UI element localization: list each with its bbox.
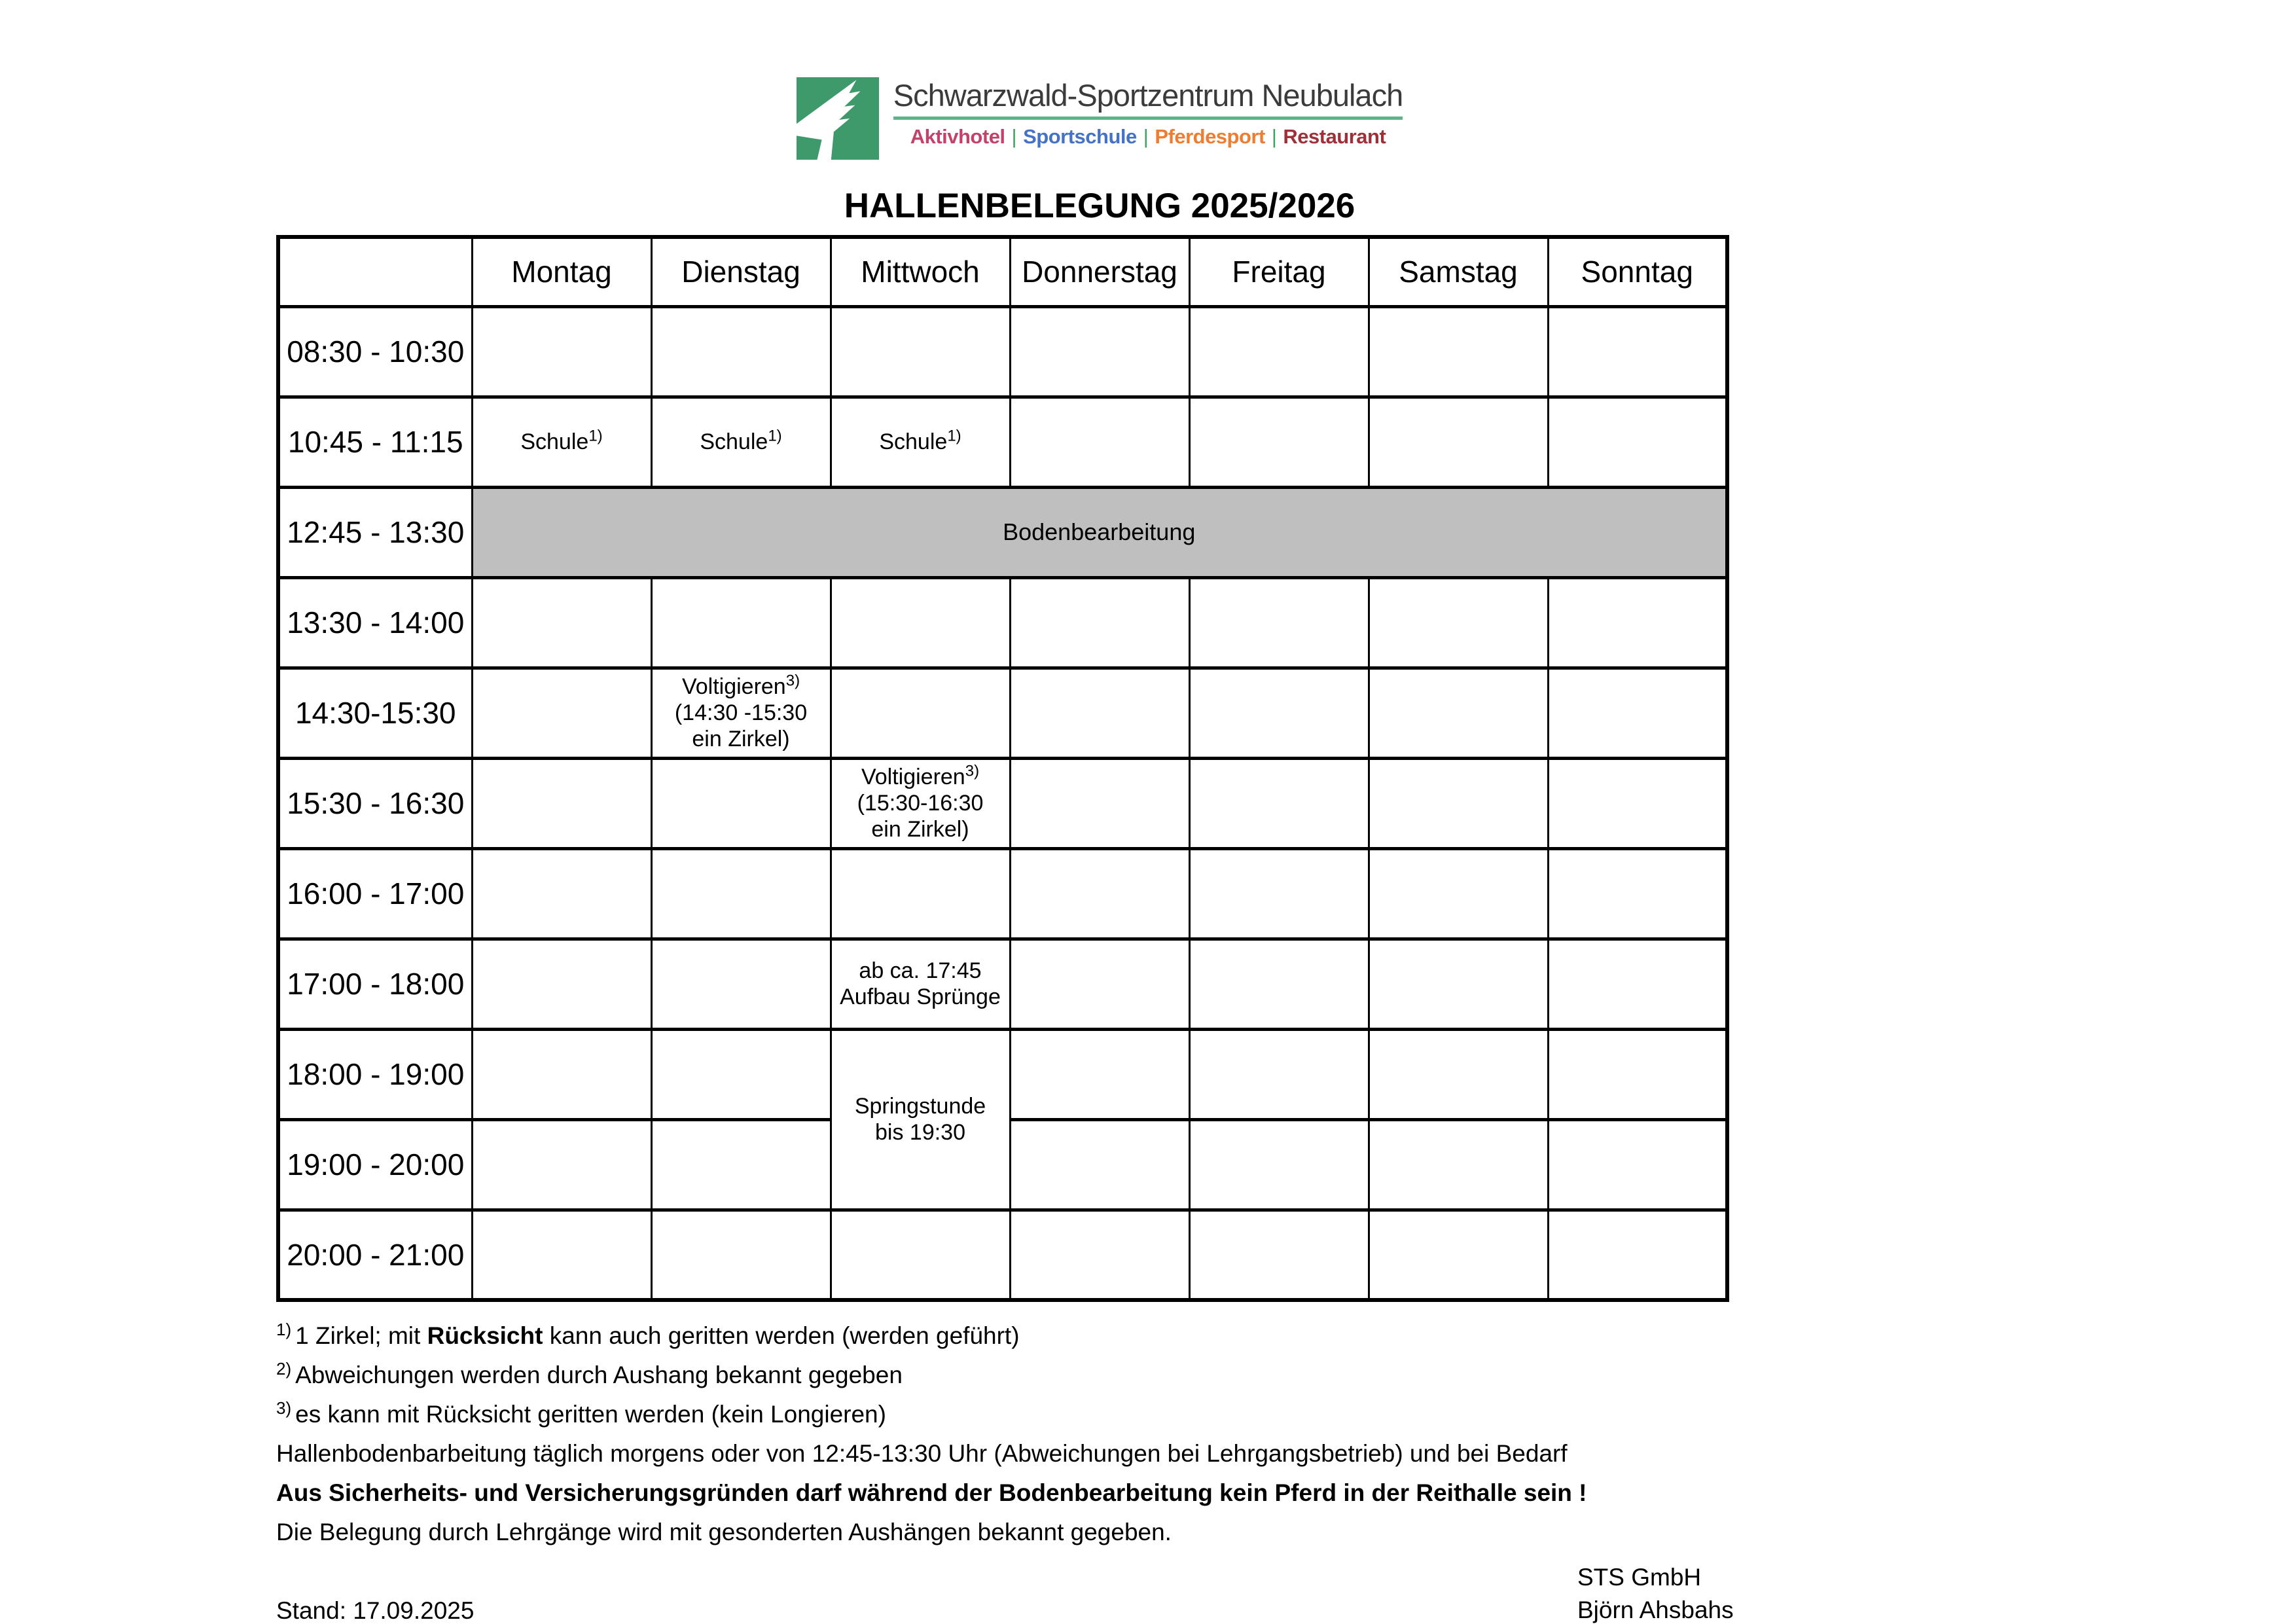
schedule-cell [1010, 1029, 1189, 1119]
schedule-cell [1369, 758, 1548, 848]
schedule-cell [472, 848, 651, 939]
row-1430 [278, 668, 1727, 758]
signature-block [1577, 1561, 1734, 1624]
schedule-cell-voltigieren-dienstag: Voltigieren$^{3)}$ (14:30 -15:30 ein Zirkel) [651, 668, 831, 758]
footnote-2: $^{2)}$ Abweichungen werden durch Aushang bekannt gegeben [276, 1358, 903, 1388]
row-2000 [278, 1210, 1727, 1300]
schedule-cell [1548, 848, 1727, 939]
schedule-cell [831, 848, 1010, 939]
logo-subtitle-restaurant: Restaurant [1283, 125, 1386, 148]
schedule-cell [1548, 668, 1727, 758]
schedule-cell [831, 577, 1010, 668]
schedule-cell [1010, 577, 1189, 668]
schedule-cell [831, 668, 1010, 758]
schedule-cell [472, 1210, 651, 1300]
schedule-cell [1548, 397, 1727, 487]
day-header-dienstag: Dienstag [651, 237, 831, 306]
schedule-cell [1189, 1029, 1369, 1119]
schedule-cell [1010, 668, 1189, 758]
time-label: 20:00 - 21:00 [278, 1210, 472, 1300]
logo-subtitle-sportschule: Sportschule [1023, 125, 1137, 148]
stand-date: Stand: 17.09.2025 [276, 1597, 475, 1624]
logo-underline [893, 117, 1403, 120]
schedule-cell [651, 1029, 831, 1119]
schedule-cell [1548, 939, 1727, 1029]
day-header-freitag: Freitag [1189, 237, 1369, 306]
schedule-cell [651, 848, 831, 939]
day-header-sonntag: Sonntag [1548, 237, 1727, 306]
schedule-cell [651, 758, 831, 848]
schedule-cell [1369, 577, 1548, 668]
schedule-cell [1189, 397, 1369, 487]
header-row [278, 237, 1727, 306]
footnote-1: $^{1)}$ 1 Zirkel; mit Rücksicht kann auch geritten werden (werden geführt) [276, 1319, 1020, 1349]
person-name: Björn Ahsbahs [1577, 1597, 1734, 1623]
schedule-cell [1189, 306, 1369, 397]
schedule-cell-voltigieren-mittwoch: Voltigieren$^{3)}$ (15:30-16:30 ein Zirkel) [831, 758, 1010, 848]
logo-separator: | [1011, 125, 1017, 148]
schedule-cell [1189, 758, 1369, 848]
legend [276, 1316, 1729, 1552]
schedule-cell [1369, 668, 1548, 758]
schedule-cell [1369, 1210, 1548, 1300]
schedule-cell [1189, 668, 1369, 758]
schedule-cell [1369, 939, 1548, 1029]
schedule-cell [1548, 758, 1727, 848]
row-1245 [278, 487, 1727, 577]
time-label: 08:30 - 10:30 [278, 306, 472, 397]
schedule-table [276, 235, 1729, 1302]
row-1045 [278, 397, 1727, 487]
schedule-cell [1369, 848, 1548, 939]
logo-subtitle [893, 125, 1403, 149]
row-1800 [278, 1029, 1727, 1119]
time-label: 17:00 - 18:00 [278, 939, 472, 1029]
schedule-cell [1369, 306, 1548, 397]
schedule-cell [651, 306, 831, 397]
schedule-cell [1189, 1119, 1369, 1210]
schedule-cell [1548, 1119, 1727, 1210]
logo [276, 77, 1729, 160]
schedule-cell-aufbau-spruenge: ab ca. 17:45 Aufbau Sprünge [831, 939, 1010, 1029]
time-label: 13:30 - 14:00 [278, 577, 472, 668]
schedule-cell [1010, 397, 1189, 487]
time-label: 14:30-15:30 [278, 668, 472, 758]
logo-separator: | [1271, 125, 1277, 148]
schedule-cell [1189, 939, 1369, 1029]
logo-subtitle-pferdesport: Pferdesport [1155, 125, 1265, 148]
schedule-cell [1189, 1210, 1369, 1300]
schedule-cell [1010, 1119, 1189, 1210]
company-name: STS GmbH [1577, 1564, 1702, 1591]
schedule-cell [651, 1119, 831, 1210]
schedule-cell [472, 939, 651, 1029]
footer [276, 1561, 1734, 1624]
schedule-cell-springstunde: Springstunde bis 19:30 [831, 1029, 1010, 1210]
schedule-cell [472, 577, 651, 668]
schedule-cell-bodenbearbeitung: Bodenbearbeitung [472, 487, 1727, 577]
row-1330 [278, 577, 1727, 668]
time-label: 10:45 - 11:15 [278, 397, 472, 487]
schedule-cell [1548, 1210, 1727, 1300]
day-header-donnerstag: Donnerstag [1010, 237, 1189, 306]
logo-text [893, 77, 1403, 149]
schedule-cell [1189, 577, 1369, 668]
note-bodenbearbeitung-times: Hallenbodenbarbeitung täglich morgens oder von 12:45-13:30 Uhr (Abweichungen bei Lehrgangsbetrieb) und bei Bedarf [276, 1440, 1568, 1467]
logo-separator: | [1143, 125, 1149, 148]
time-label: 15:30 - 16:30 [278, 758, 472, 848]
schedule-cell [472, 668, 651, 758]
corner-cell [278, 237, 472, 306]
schedule-cell [1010, 758, 1189, 848]
schedule-cell [651, 939, 831, 1029]
schedule-cell [1548, 306, 1727, 397]
schedule-cell-schule-dienstag: Schule$^{1)}$ [651, 397, 831, 487]
fir-tree-logo-icon [797, 77, 879, 160]
row-1600 [278, 848, 1727, 939]
day-header-mittwoch: Mittwoch [831, 237, 1010, 306]
logo-subtitle-aktivhotel: Aktivhotel [910, 125, 1005, 148]
schedule-cell [1548, 1029, 1727, 1119]
time-label: 19:00 - 20:00 [278, 1119, 472, 1210]
schedule-cell [831, 306, 1010, 397]
schedule-cell [472, 1029, 651, 1119]
schedule-cell [1010, 1210, 1189, 1300]
schedule-cell [651, 577, 831, 668]
schedule-cell [472, 758, 651, 848]
logo-title: Schwarzwald-Sportzentrum Neubulach [893, 78, 1403, 113]
note-safety-warning: Aus Sicherheits- und Versicherungsgründen darf während der Bodenbearbeitung kein Pferd in der Reithalle sein ! [276, 1479, 1587, 1506]
schedule-cell [472, 1119, 651, 1210]
schedule-cell [472, 306, 651, 397]
schedule-cell [1010, 306, 1189, 397]
schedule-cell-schule-montag: Schule$^{1)}$ [472, 397, 651, 487]
page-title: HALLENBELEGUNG 2025/2026 [844, 187, 1355, 225]
schedule-cell [1010, 939, 1189, 1029]
schedule-cell [1369, 397, 1548, 487]
schedule-cell [831, 1210, 1010, 1300]
time-label: 18:00 - 19:00 [278, 1029, 472, 1119]
schedule-cell [1548, 577, 1727, 668]
time-label: 16:00 - 17:00 [278, 848, 472, 939]
row-0830 [278, 306, 1727, 397]
schedule-cell [1189, 848, 1369, 939]
row-1700 [278, 939, 1727, 1029]
schedule-cell [651, 1210, 831, 1300]
time-label: 12:45 - 13:30 [278, 487, 472, 577]
schedule-cell [1369, 1029, 1548, 1119]
note-lehrgaenge: Die Belegung durch Lehrgänge wird mit gesonderten Aushängen bekannt gegeben. [276, 1519, 1172, 1545]
schedule-cell-schule-mittwoch: Schule$^{1)}$ [831, 397, 1010, 487]
footnote-3: $^{3)}$ es kann mit Rücksicht geritten werden (kein Longieren) [276, 1398, 886, 1428]
day-header-samstag: Samstag [1369, 237, 1548, 306]
row-1530 [278, 758, 1727, 848]
day-header-montag: Montag [472, 237, 651, 306]
schedule-cell [1010, 848, 1189, 939]
schedule-cell [1369, 1119, 1548, 1210]
